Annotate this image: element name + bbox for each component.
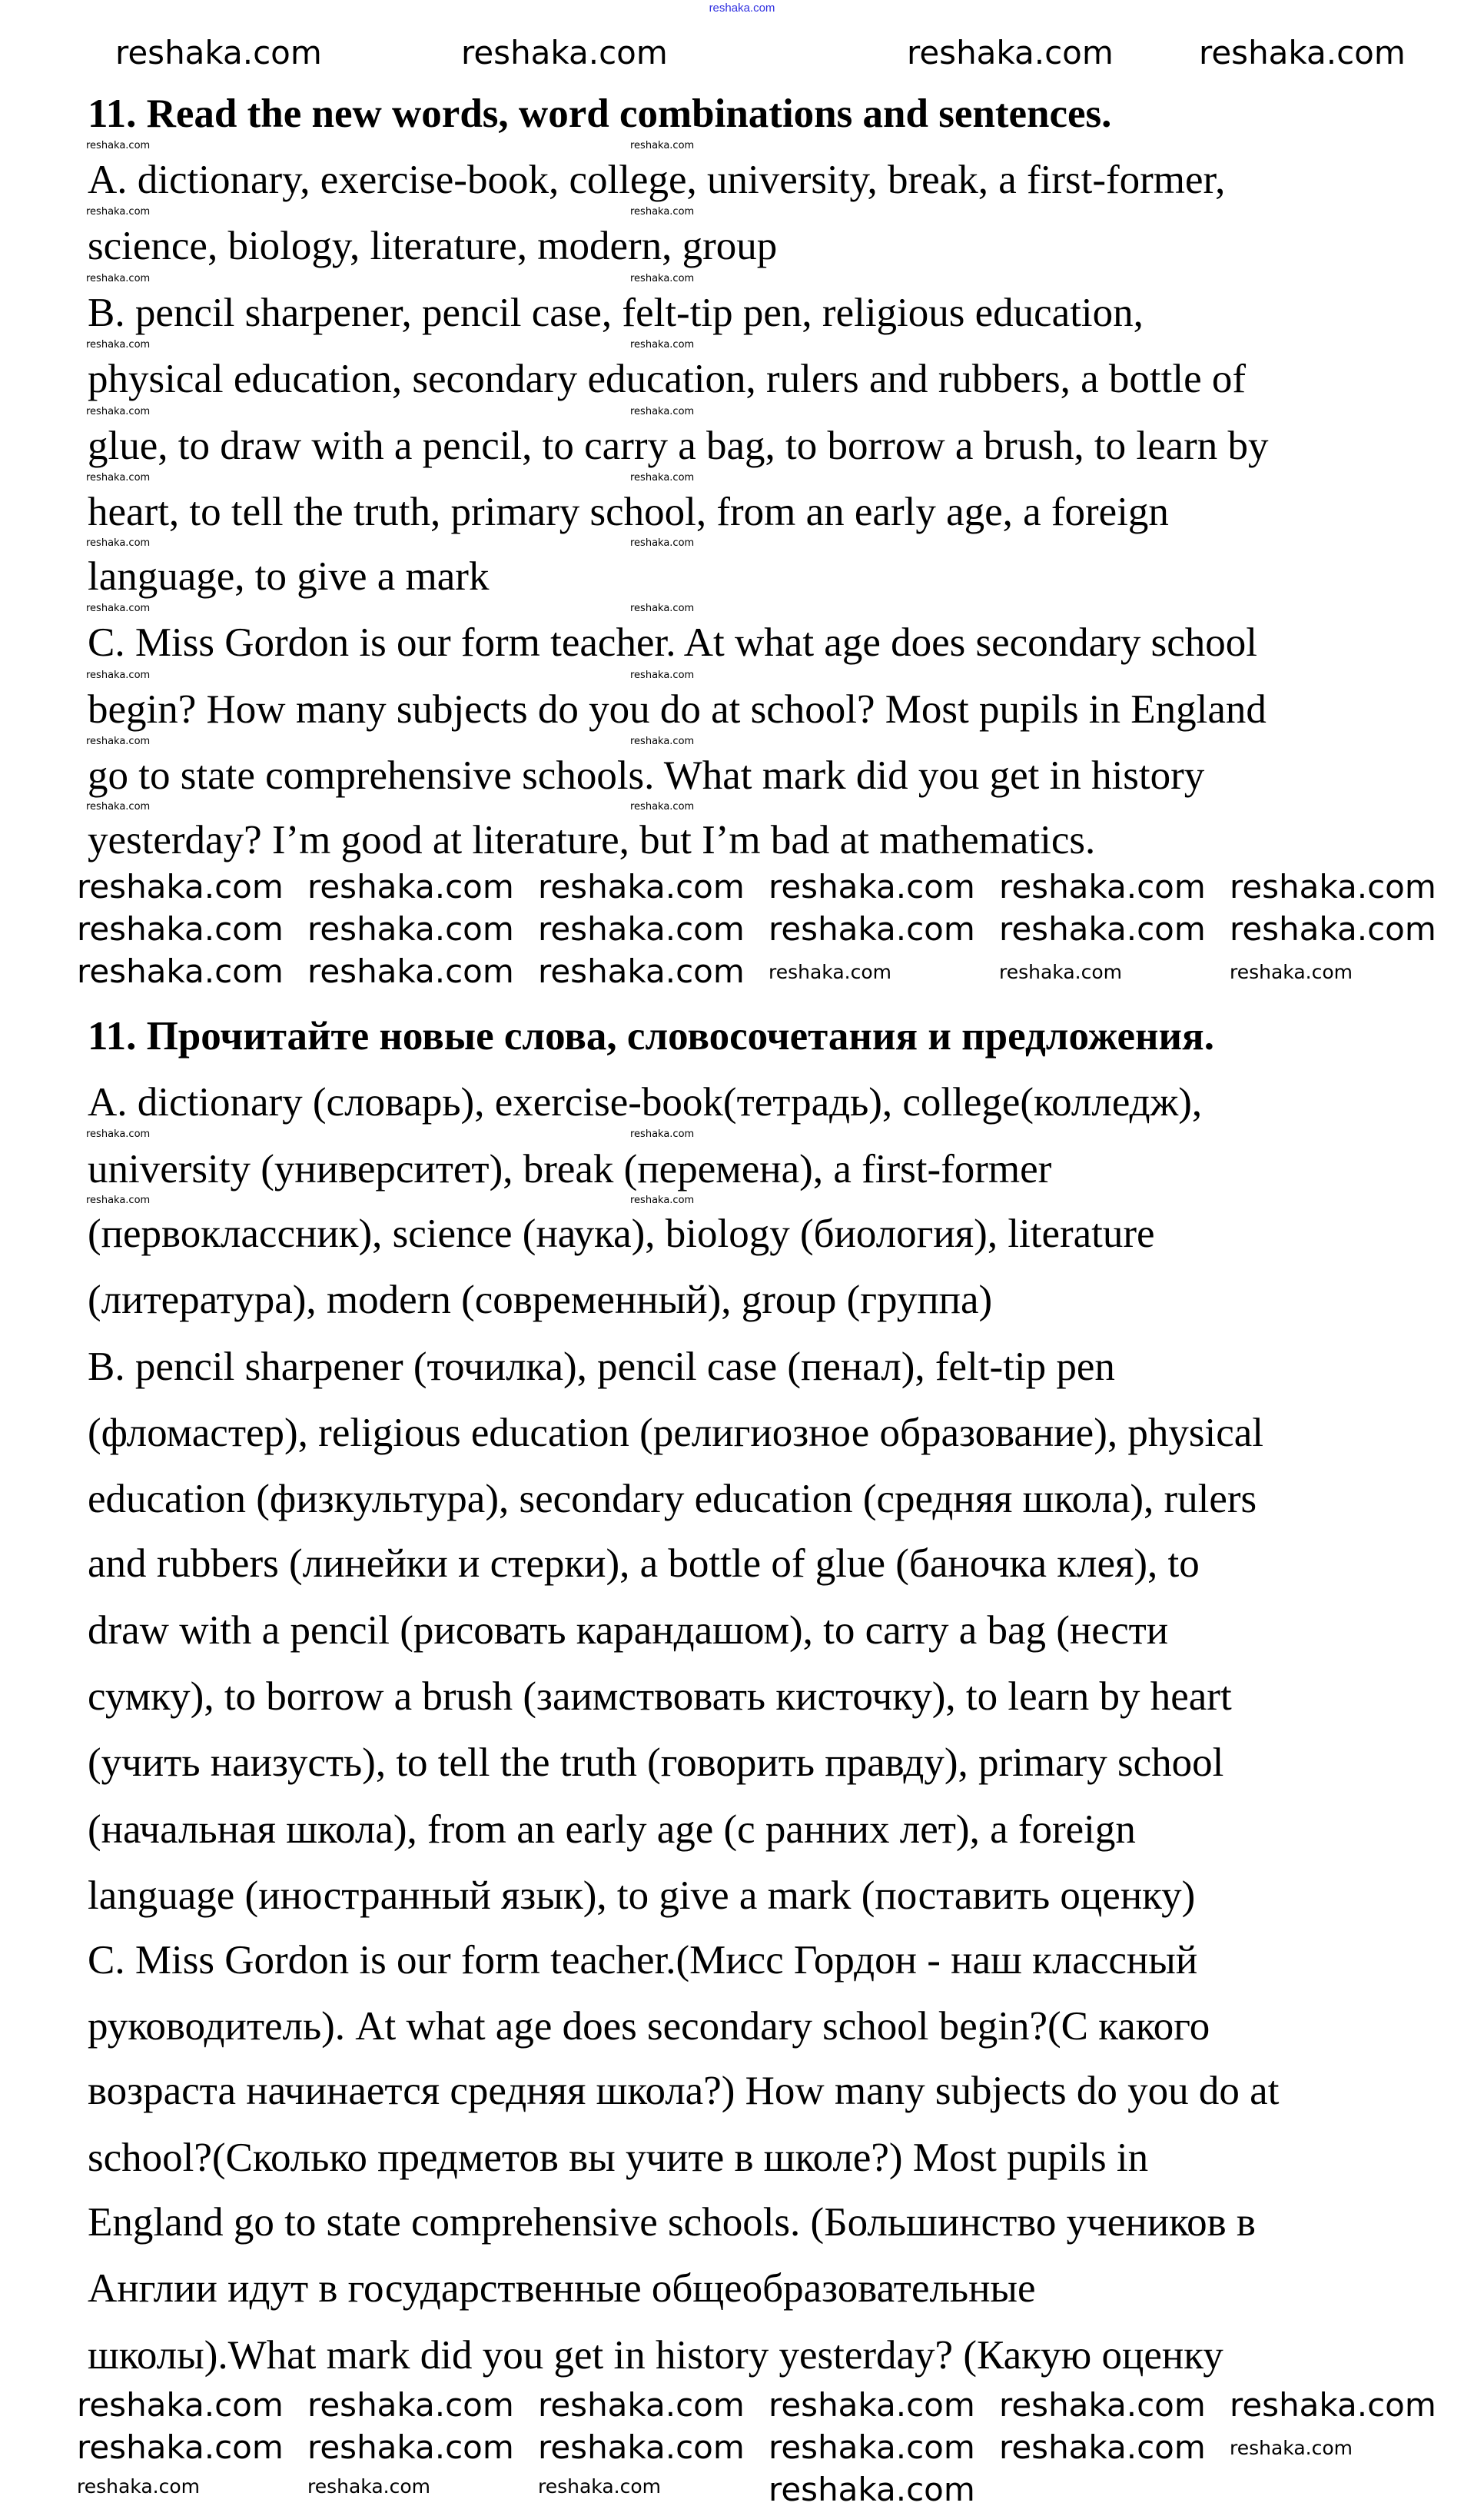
text-line: (учить наизусть), to tell the truth (говорить правду), primary school	[88, 1740, 1224, 1785]
watermark: reshaka.com	[769, 868, 975, 906]
watermark: reshaka.com	[630, 140, 695, 151]
text-line: language, to give a mark	[88, 554, 490, 599]
watermark: reshaka.com	[1199, 34, 1406, 71]
watermark: reshaka.com	[86, 801, 151, 813]
watermark: reshaka.com	[307, 868, 514, 906]
watermark: reshaka.com	[999, 961, 1122, 983]
watermark: reshaka.com	[769, 2428, 975, 2466]
watermark: reshaka.com	[77, 2428, 284, 2466]
text-line: (фломастер), religious education (религиозное образование), physical	[88, 1411, 1263, 1455]
watermark: reshaka.com	[461, 34, 668, 71]
text-line: A. dictionary, exercise-book, college, university, break, a first-former,	[88, 158, 1226, 202]
watermark: reshaka.com	[1230, 868, 1436, 906]
text-line: education (физкультура), secondary education (средняя школа), rulers	[88, 1477, 1257, 1521]
text-line: England go to state comprehensive schools. (Большинство учеников в	[88, 2200, 1256, 2245]
watermark: reshaka.com	[538, 868, 745, 906]
watermark: reshaka.com	[538, 2386, 745, 2424]
watermark: reshaka.com	[115, 34, 322, 71]
watermark: reshaka.com	[86, 537, 151, 549]
text-line: B. pencil sharpener, pencil case, felt-tip pen, religious education,	[88, 291, 1144, 335]
watermark: reshaka.com	[86, 1128, 151, 1140]
watermark: reshaka.com	[630, 472, 695, 484]
watermark: reshaka.com	[77, 868, 284, 906]
watermark: reshaka.com	[307, 2428, 514, 2466]
watermark: reshaka.com	[86, 670, 151, 681]
watermark: reshaka.com	[538, 910, 745, 948]
watermark: reshaka.com	[1230, 961, 1353, 983]
watermark: reshaka.com	[77, 2386, 284, 2424]
watermark: reshaka.com	[1230, 2437, 1353, 2459]
text-line: university (университет), break (перемена), a first-former	[88, 1147, 1052, 1192]
text-line: B. pencil sharpener (точилка), pencil case (пенал), felt-tip pen	[88, 1344, 1115, 1389]
watermark: reshaka.com	[86, 736, 151, 747]
text-line: begin? How many subjects do you do at school? Most pupils in England	[88, 687, 1267, 732]
text-line: сумку), to borrow a brush (заимствовать кисточку), to learn by heart	[88, 1674, 1232, 1719]
watermark: reshaka.com	[538, 952, 745, 990]
watermark: reshaka.com	[999, 868, 1206, 906]
text-line: C. Miss Gordon is our form teacher. At what age does secondary school	[88, 620, 1257, 665]
english-heading: 11. Read the new words, word combinations and sentences.	[88, 91, 1112, 136]
text-line: physical education, secondary education, rulers and rubbers, a bottle of	[88, 357, 1247, 401]
text-line: возраста начинается средняя школа?) How many subjects do you do at	[88, 2069, 1280, 2113]
text-line: yesterday? I’m good at literature, but I’m bad at mathematics.	[88, 818, 1096, 862]
text-line: heart, to tell the truth, primary school, from an early age, a foreign	[88, 490, 1169, 534]
watermark: reshaka.com	[538, 2475, 661, 2498]
watermark: reshaka.com	[630, 339, 695, 351]
watermark: reshaka.com	[86, 406, 151, 417]
text-line: школы).What mark did you get in history yesterday? (Какую оценку	[88, 2333, 1223, 2378]
watermark: reshaka.com	[538, 2428, 745, 2466]
watermark: reshaka.com	[769, 2386, 975, 2424]
watermark: reshaka.com	[630, 603, 695, 614]
text-line: A. dictionary (словарь), exercise-book(тетрадь), college(колледж),	[88, 1080, 1203, 1125]
text-line: go to state comprehensive schools. What mark did you get in history	[88, 753, 1205, 798]
watermark: reshaka.com	[630, 736, 695, 747]
text-line: Англии идут в государственные общеобразовательные	[88, 2266, 1036, 2311]
text-line: draw with a pencil (рисовать карандашом), to carry a bag (нести	[88, 1608, 1169, 1653]
watermark: reshaka.com	[307, 2386, 514, 2424]
watermark: reshaka.com	[86, 140, 151, 151]
watermark: reshaka.com	[630, 670, 695, 681]
watermark: reshaka.com	[630, 406, 695, 417]
watermark: reshaka.com	[630, 1195, 695, 1206]
watermark: reshaka.com	[907, 34, 1114, 71]
watermark: reshaka.com	[307, 2475, 430, 2498]
watermark: reshaka.com	[999, 2428, 1206, 2466]
text-line: руководитель). At what age does secondary school begin?(С какого	[88, 2004, 1210, 2049]
text-line: (литература), modern (современный), group (группа)	[88, 1278, 993, 1322]
text-line: C. Miss Gordon is our form teacher.(Мисс Гордон - наш классный	[88, 1938, 1198, 1983]
text-line: (начальная школа), from an early age (с ранних лет), a foreign	[88, 1807, 1136, 1852]
watermark: reshaka.com	[1230, 2386, 1436, 2424]
watermark: reshaka.com	[1230, 910, 1436, 948]
watermark: reshaka.com	[86, 472, 151, 484]
watermark: reshaka.com	[86, 206, 151, 218]
text-line: science, biology, literature, modern, group	[88, 224, 778, 268]
watermark: reshaka.com	[307, 952, 514, 990]
top-link[interactable]: reshaka.com	[709, 2, 775, 15]
text-line: glue, to draw with a pencil, to carry a bag, to borrow a brush, to learn by	[88, 424, 1269, 468]
watermark: reshaka.com	[630, 1128, 695, 1140]
watermark: reshaka.com	[769, 961, 891, 983]
watermark: reshaka.com	[77, 910, 284, 948]
watermark: reshaka.com	[630, 801, 695, 813]
watermark: reshaka.com	[77, 952, 284, 990]
watermark: reshaka.com	[999, 2386, 1206, 2424]
watermark: reshaka.com	[86, 339, 151, 351]
russian-heading: 11. Прочитайте новые слова, словосочетания и предложения.	[88, 1014, 1214, 1059]
text-line: (первоклассник), science (наука), biology (биология), literature	[88, 1211, 1155, 1256]
watermark: reshaka.com	[307, 910, 514, 948]
watermark: reshaka.com	[769, 2471, 975, 2508]
watermark: reshaka.com	[630, 206, 695, 218]
watermark: reshaka.com	[86, 603, 151, 614]
watermark: reshaka.com	[77, 2475, 200, 2498]
watermark: reshaka.com	[630, 273, 695, 284]
text-line: language (иностранный язык), to give a mark (поставить оценку)	[88, 1873, 1196, 1918]
watermark: reshaka.com	[86, 273, 151, 284]
text-line: and rubbers (линейки и стерки), a bottle of glue (баночка клея), to	[88, 1541, 1200, 1586]
watermark: reshaka.com	[630, 537, 695, 549]
watermark: reshaka.com	[86, 1195, 151, 1206]
watermark: reshaka.com	[999, 910, 1206, 948]
text-line: school?(Сколько предметов вы учите в школе?) Most pupils in	[88, 2135, 1149, 2180]
watermark: reshaka.com	[769, 910, 975, 948]
